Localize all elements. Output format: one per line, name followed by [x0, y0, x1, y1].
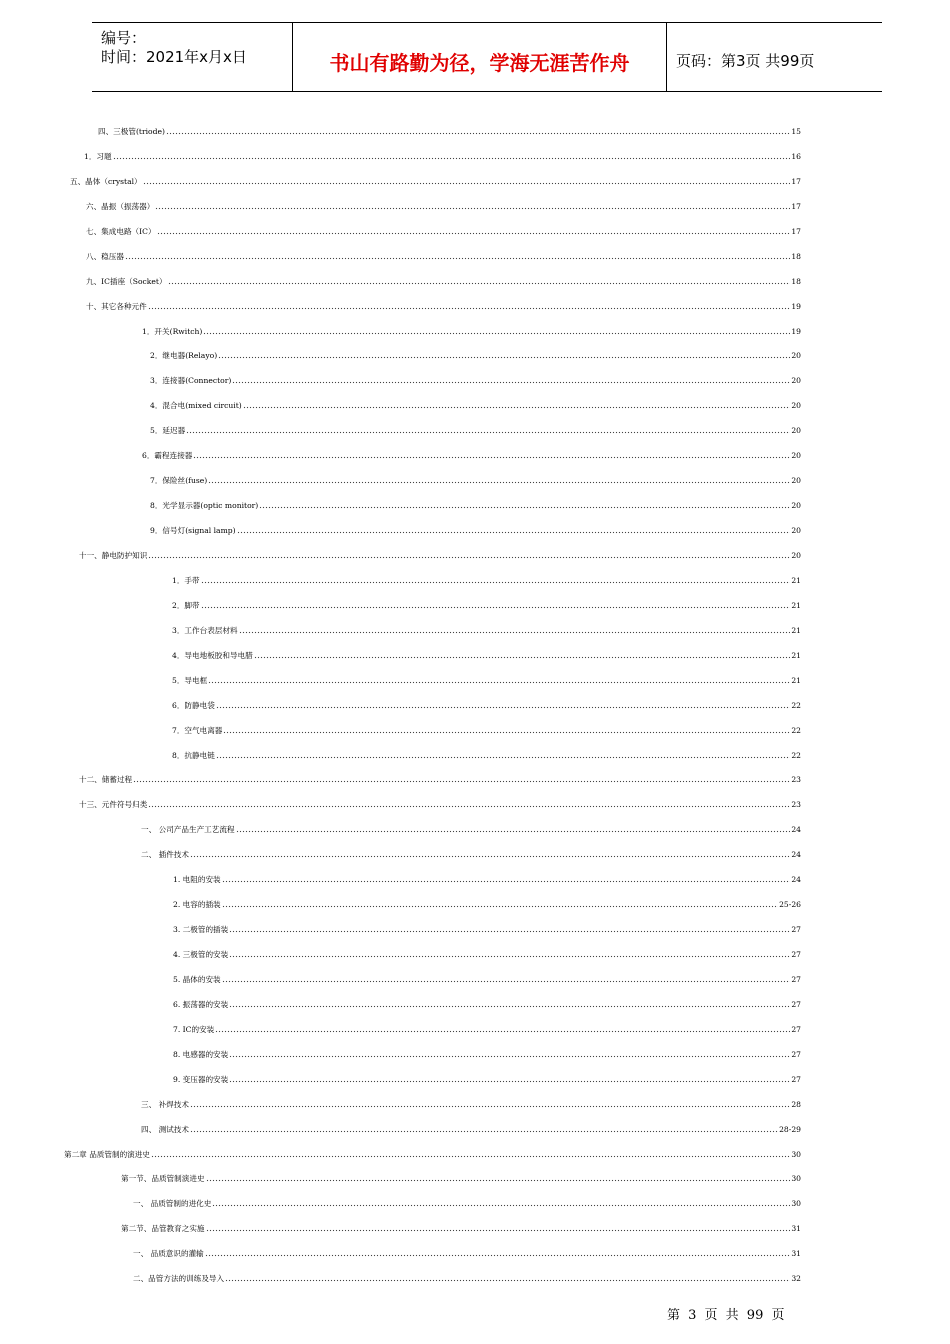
toc-entry[interactable] — [141, 848, 801, 860]
toc-dot-leader — [259, 506, 790, 509]
toc-entry[interactable] — [173, 1023, 801, 1035]
toc-dot-leader — [168, 282, 791, 285]
toc-dot-leader — [206, 1229, 791, 1232]
toc-entry-title: 7. IC的安装 — [173, 1024, 215, 1034]
toc-dot-leader — [222, 905, 778, 908]
toc-dot-leader — [237, 531, 791, 534]
toc-entry-title: 五、晶体（crystal） — [70, 176, 142, 186]
toc-dot-leader — [232, 381, 790, 384]
toc-entry-page: 30 — [791, 1149, 801, 1159]
toc-entry[interactable] — [79, 549, 801, 561]
toc-entry-page: 27 — [791, 999, 801, 1009]
toc-dot-leader — [218, 356, 790, 359]
toc-entry-page: 32 — [791, 1274, 801, 1284]
toc-dot-leader — [225, 1279, 790, 1282]
toc-dot-leader — [155, 207, 790, 210]
toc-entry-page: 27 — [791, 925, 801, 935]
toc-entry-title: 四、三极管(triode) — [98, 127, 165, 136]
toc-entry-title: 7．空气电离器 — [172, 725, 223, 735]
toc-entry[interactable] — [70, 175, 801, 187]
toc-entry-title: 3. 二极管的插装 — [173, 925, 229, 935]
toc-dot-leader — [229, 1080, 790, 1083]
toc-entry[interactable] — [121, 1172, 801, 1184]
toc-entry[interactable] — [173, 873, 801, 885]
toc-entry-title: 8．抗静电链 — [172, 750, 215, 760]
toc-entry-page: 31 — [791, 1224, 801, 1234]
toc-entry[interactable] — [133, 1272, 801, 1284]
toc-entry[interactable] — [150, 424, 801, 436]
toc-entry-title: 4. 三极管的安装 — [173, 950, 229, 960]
toc-entry[interactable] — [86, 225, 801, 237]
toc-entry-title: 一、 品质管制的进化史 — [133, 1199, 212, 1209]
toc-entry[interactable] — [173, 948, 801, 960]
toc-entry-title: 十二、储蓄过程 — [79, 775, 133, 785]
toc-entry[interactable] — [141, 1098, 801, 1110]
toc-entry[interactable] — [150, 399, 801, 411]
toc-dot-leader — [193, 456, 790, 459]
document-time-label: 时间：2021年x月x日 — [101, 48, 247, 66]
toc-dot-leader — [254, 656, 791, 659]
toc-dot-leader — [151, 1155, 790, 1158]
toc-entry-page: 19 — [791, 301, 801, 311]
toc-dot-leader — [212, 1204, 790, 1207]
toc-entry-title: 7．保险丝(fuse) — [150, 476, 208, 486]
toc-entry-title: 9. 变压器的安装 — [173, 1074, 229, 1084]
toc-entry[interactable] — [173, 973, 801, 985]
toc-entry-title: 九、IC插座（Socket） — [86, 276, 167, 286]
toc-entry-page: 24 — [791, 875, 801, 885]
toc-entry-page: 27 — [791, 950, 801, 960]
toc-dot-leader — [208, 481, 790, 484]
toc-dot-leader — [190, 1130, 778, 1133]
toc-entry-title: 一、 公司产品生产工艺流程 — [141, 825, 235, 835]
toc-dot-leader — [166, 132, 790, 135]
toc-entry-page: 20 — [791, 351, 801, 361]
toc-dot-leader — [216, 706, 791, 709]
toc-entry-title: 四、 测试技术 — [141, 1124, 189, 1134]
toc-entry-page: 17 — [791, 226, 801, 236]
toc-entry-title: 第二章 品质管制的演进史 — [64, 1149, 150, 1159]
toc-entry-title: 4．混合电(mixed circuit) — [150, 401, 242, 411]
toc-entry[interactable] — [133, 1197, 801, 1209]
toc-entry-page: 23 — [791, 775, 801, 785]
toc-entry[interactable] — [150, 349, 801, 361]
toc-entry-page: 27 — [791, 1049, 801, 1059]
toc-entry-page: 28 — [791, 1099, 801, 1109]
toc-entry[interactable] — [79, 798, 801, 810]
toc-entry[interactable] — [142, 449, 801, 461]
toc-entry-title: 5．延迟器 — [150, 426, 186, 436]
toc-entry-page: 22 — [791, 700, 801, 710]
toc-entry-page: 20 — [791, 476, 801, 486]
toc-entry-title: 2．脚带 — [172, 600, 200, 610]
toc-entry-page: 20 — [791, 401, 801, 411]
toc-dot-leader — [125, 257, 790, 260]
toc-entry[interactable] — [173, 1048, 801, 1060]
toc-entry-page: 21 — [791, 575, 801, 585]
toc-dot-leader — [113, 157, 791, 160]
toc-entry[interactable] — [141, 823, 801, 835]
toc-entry[interactable] — [150, 524, 801, 536]
toc-entry-title: 2．继电器(Relayo) — [150, 351, 218, 361]
toc-entry[interactable] — [142, 325, 801, 337]
toc-entry-page: 19 — [791, 326, 801, 336]
toc-dot-leader — [186, 431, 790, 434]
toc-entry[interactable] — [150, 499, 801, 511]
toc-entry-page: 15 — [791, 127, 801, 136]
toc-entry-title: 二、 插件技术 — [141, 850, 189, 860]
toc-entry[interactable] — [86, 200, 801, 212]
header-page-code: 页码：第3页 共99页 — [676, 52, 815, 70]
toc-entry-page: 18 — [791, 276, 801, 286]
toc-entry[interactable] — [86, 275, 801, 287]
toc-dot-leader — [203, 332, 790, 335]
toc-dot-leader — [243, 406, 791, 409]
toc-entry[interactable] — [133, 1247, 801, 1259]
toc-entry-page: 25-26 — [779, 900, 801, 910]
toc-entry[interactable] — [173, 898, 801, 910]
toc-entry[interactable] — [172, 574, 801, 586]
toc-entry-page: 16 — [791, 151, 801, 161]
toc-entry-title: 三、 补焊技术 — [141, 1099, 189, 1109]
toc-entry[interactable] — [172, 599, 801, 611]
toc-entry-page: 28-29 — [779, 1124, 801, 1134]
toc-entry-title: 七、集成电路（IC） — [86, 226, 156, 236]
toc-entry-title: 5．导电框 — [172, 675, 208, 685]
toc-entry-page: 20 — [791, 526, 801, 536]
toc-entry[interactable] — [173, 923, 801, 935]
toc-entry-page: 27 — [791, 974, 801, 984]
toc-entry-page: 20 — [791, 376, 801, 386]
toc-dot-leader — [148, 805, 790, 808]
toc-entry-title: 3．工作台表层材料 — [172, 625, 238, 635]
toc-entry-title: 八、稳压器 — [86, 251, 124, 261]
toc-entry-title: 十三、元件符号归类 — [79, 800, 148, 810]
toc-entry-title: 8．光学显示器(optic monitor) — [150, 501, 259, 511]
toc-dot-leader — [206, 1179, 791, 1182]
toc-entry-page: 17 — [791, 201, 801, 211]
toc-dot-leader — [148, 556, 790, 559]
toc-entry-title: 1. 电阻的安装 — [173, 875, 221, 885]
toc-entry-page: 20 — [791, 501, 801, 511]
toc-entry[interactable] — [150, 374, 801, 386]
toc-entry-title: 3．连接器(Connector) — [150, 376, 232, 386]
toc-entry-title: 2. 电容的插装 — [173, 900, 221, 910]
toc-entry-title: 6．霸程连接器 — [142, 451, 193, 461]
toc-entry-title: 8. 电感器的安装 — [173, 1049, 229, 1059]
toc-entry[interactable] — [172, 624, 801, 636]
toc-dot-leader — [157, 232, 791, 235]
toc-entry[interactable] — [172, 674, 801, 686]
toc-dot-leader — [201, 606, 791, 609]
toc-dot-leader — [201, 581, 791, 584]
toc-entry-title: 六、晶振（振荡器） — [86, 201, 155, 211]
toc-entry[interactable] — [173, 998, 801, 1010]
toc-dot-leader — [133, 780, 790, 783]
toc-entry[interactable] — [141, 1123, 801, 1135]
toc-entry-page: 30 — [791, 1199, 801, 1209]
toc-entry-page: 21 — [791, 600, 801, 610]
toc-entry-title: 6. 振荡器的安装 — [173, 999, 229, 1009]
toc-entry[interactable] — [150, 474, 801, 486]
toc-entry-title: 1．手带 — [172, 575, 200, 585]
toc-dot-leader — [222, 980, 791, 983]
toc-dot-leader — [216, 756, 791, 759]
toc-entry-page: 23 — [791, 800, 801, 810]
toc-entry[interactable] — [84, 150, 801, 162]
toc-entry[interactable] — [79, 773, 801, 785]
toc-entry[interactable] — [172, 699, 801, 711]
toc-dot-leader — [190, 855, 790, 858]
toc-entry[interactable] — [86, 250, 801, 262]
toc-entry-page: 21 — [791, 625, 801, 635]
toc-entry-page: 22 — [791, 750, 801, 760]
toc-entry[interactable] — [86, 300, 801, 312]
toc-dot-leader — [229, 1055, 790, 1058]
toc-entry-title: 一、 品质意识的灌输 — [133, 1249, 204, 1259]
toc-dot-leader — [148, 307, 791, 310]
toc-dot-leader — [222, 880, 791, 883]
toc-dot-leader — [229, 955, 790, 958]
toc-entry[interactable] — [121, 1222, 801, 1234]
toc-entry-page: 18 — [791, 251, 801, 261]
toc-entry[interactable] — [172, 649, 801, 661]
toc-entry-page: 24 — [791, 825, 801, 835]
toc-dot-leader — [215, 1030, 790, 1033]
toc-entry-page: 17 — [791, 176, 801, 186]
toc-entry-title: 第二节、品管教育之实施 — [121, 1224, 205, 1234]
document-number-label: 编号： — [101, 29, 147, 47]
toc-entry-page: 31 — [791, 1249, 801, 1259]
toc-entry-page: 24 — [791, 850, 801, 860]
toc-dot-leader — [208, 681, 790, 684]
toc-entry[interactable] — [64, 1148, 801, 1160]
toc-entry-page: 27 — [791, 1074, 801, 1084]
toc-entry-title: 十、其它各种元件 — [86, 301, 147, 311]
toc-entry-page: 20 — [791, 426, 801, 436]
toc-entry-page: 21 — [791, 675, 801, 685]
toc-entry-title: 4．导电地板胶和导电腊 — [172, 650, 253, 660]
toc-entry-title: 1．习题 — [84, 151, 112, 161]
toc-entry-page: 21 — [791, 650, 801, 660]
toc-entry-page: 20 — [791, 451, 801, 461]
toc-entry[interactable] — [172, 749, 801, 761]
header-motto: 书山有路勤为径，学海无涯苦作舟 — [329, 51, 630, 75]
toc-entry-page: 30 — [791, 1174, 801, 1184]
toc-dot-leader — [239, 631, 791, 634]
toc-dot-leader — [143, 182, 791, 185]
toc-entry-page: 27 — [791, 1024, 801, 1034]
toc-entry-title: 6．防静电袋 — [172, 700, 215, 710]
toc-entry-page: 22 — [791, 725, 801, 735]
toc-dot-leader — [229, 930, 790, 933]
toc-entry[interactable] — [173, 1073, 801, 1085]
toc-entry-page: 20 — [791, 550, 801, 560]
page-footer: 第 3 页 共 99 页 — [667, 1308, 785, 1323]
toc-entry[interactable] — [98, 125, 801, 137]
toc-dot-leader — [205, 1254, 791, 1257]
toc-dot-leader — [223, 731, 790, 734]
toc-entry-title: 二、品管方法的训练及导入 — [133, 1274, 225, 1284]
toc-entry-title: 十一、静电防护知识 — [79, 550, 148, 560]
toc-dot-leader — [236, 830, 791, 833]
toc-entry-title: 5. 晶体的安装 — [173, 974, 221, 984]
toc-entry[interactable] — [172, 724, 801, 736]
toc-dot-leader — [229, 1005, 790, 1008]
toc-entry-title: 第一节、品质管制演进史 — [121, 1174, 205, 1184]
toc-dot-leader — [190, 1105, 790, 1108]
toc-entry-title: 1．开关(Rwitch) — [142, 326, 203, 336]
toc-entry-title: 9．信号灯(signal lamp) — [150, 526, 236, 536]
